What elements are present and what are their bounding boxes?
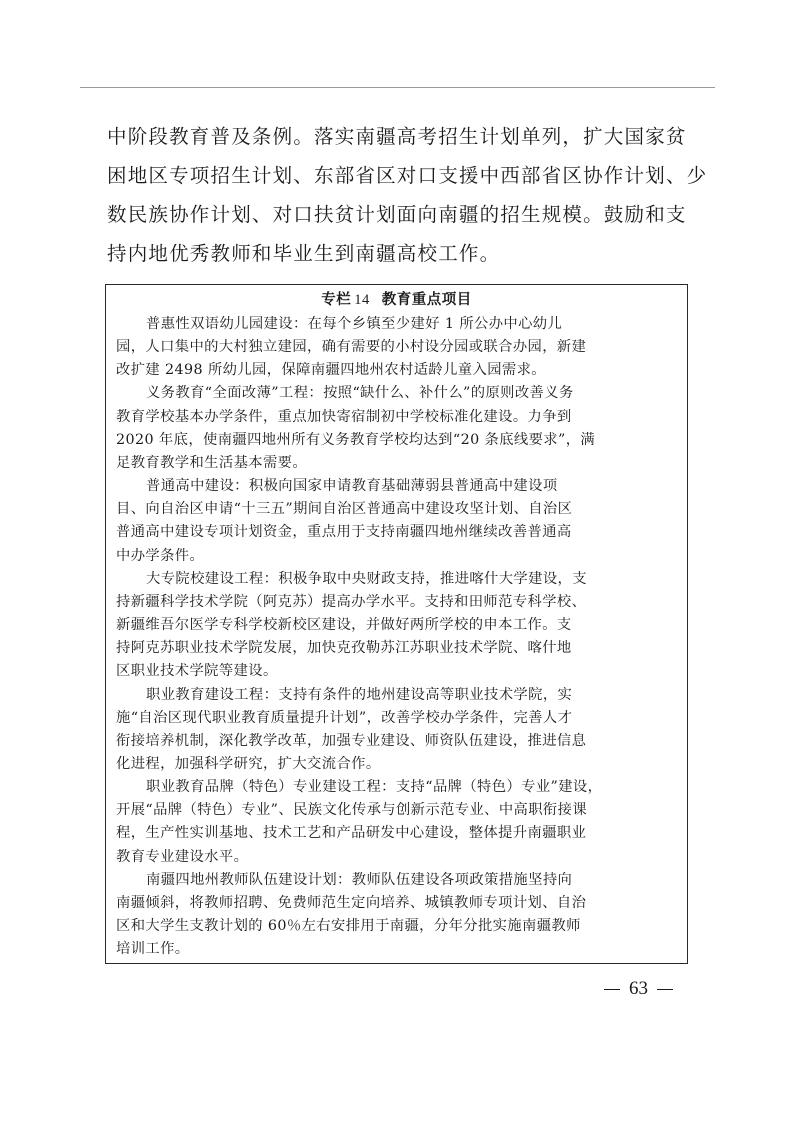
intro-line: 持内地优秀教师和毕业生到南疆高校工作。 xyxy=(107,242,501,265)
intro-line: 困地区专项招生计划、东部省区对口支援中西部省区协作计划、少 xyxy=(107,164,708,187)
box-line: 南疆四地州教师队伍建设计划：教师队伍建设各项政策措施坚持向 xyxy=(146,871,573,888)
box-line: 普惠性双语幼儿园建设：在每个乡镇至少建好 1 所公办中心幼儿 xyxy=(146,316,563,332)
education-projects-box xyxy=(105,284,688,964)
box-line: 新疆维吾尔医学专科学校新校区建设，并做好两所学校的申本工作。支 xyxy=(116,617,572,634)
page-number-dash-right xyxy=(657,989,673,990)
box-line: 目、向自治区申请“十三五”期间自治区普通高中建设攻坚计划、自治区 xyxy=(116,501,573,518)
intro-paragraph xyxy=(107,117,708,273)
box-body xyxy=(116,313,677,961)
page-number-value: 63 xyxy=(629,978,648,999)
box-line: 足教育教学和生活基本需要。 xyxy=(116,454,308,471)
box-line: 区和大学生支教计划的 60％左右安排用于南疆，分年分批实施南疆教师 xyxy=(116,918,581,935)
box-line: 南疆倾斜，将教师招聘、免费师范生定向培养、城镇教师专项计划、自治 xyxy=(116,894,587,911)
intro-line: 中阶段教育普及条例。落实南疆高考招生计划单列，扩大国家贫 xyxy=(107,125,687,148)
box-line: 程，生产性实训基地、技术工艺和产品研发中心建设，整体提升南疆职业 xyxy=(116,825,587,842)
page-number xyxy=(595,977,675,1001)
box-title-text: 教育重点项目 xyxy=(381,292,472,308)
box-line: 教育学校基本办学条件，重点加快寄宿制初中学校标准化建设。力争到 xyxy=(116,408,572,425)
box-line: 职业教育品牌（特色）专业建设工程：支持“品牌（特色）专业”建设， xyxy=(146,779,603,796)
intro-line: 数民族协作计划、对口扶贫计划面向南疆的招生规模。鼓励和支 xyxy=(107,203,687,226)
box-title-number: 14 xyxy=(354,292,370,308)
box-line: 施“自治区现代职业教育质量提升计划”，改善学校办学条件，完善人才 xyxy=(116,709,573,726)
box-line: 持新疆科学技术学院（阿克苏）提高办学水平。支持和田师范专科学校、 xyxy=(116,593,587,610)
box-line: 中办学条件。 xyxy=(116,547,205,564)
box-line: 衔接培养机制，深化教学改革，加强专业建设、师资队伍建设，推进信息 xyxy=(116,732,587,749)
page-number-dash-left xyxy=(604,989,620,990)
box-line: 园，人口集中的大村独立建园，确有需要的小村设分园或联合办园，新建 xyxy=(116,339,587,356)
box-line: 改扩建 2498 所幼儿园，保障南疆四地州农村适龄儿童入园需求。 xyxy=(116,362,546,379)
box-title xyxy=(106,290,687,310)
box-title-label: 专栏 xyxy=(321,292,352,308)
box-line: 开展“品牌（特色）专业”、民族文化传承与创新示范专业、中高职衔接课 xyxy=(116,802,588,819)
header-rule xyxy=(80,87,715,88)
box-line: 区职业技术学院等建设。 xyxy=(116,663,278,680)
box-line: 教育专业建设水平。 xyxy=(116,848,249,865)
box-line: 持阿克苏职业技术学院发展，加快克孜勒苏江苏职业技术学院、喀什地 xyxy=(116,640,572,657)
box-line: 普通高中建设：积极向国家申请教育基础薄弱县普通高中建设项 xyxy=(146,478,558,495)
box-line: 普通高中建设专项计划资金，重点用于支持南疆四地州继续改善普通高 xyxy=(116,524,572,541)
box-line: 职业教育建设工程：支持有条件的地州建设高等职业技术学院，实 xyxy=(146,686,573,703)
box-line: 培训工作。 xyxy=(116,941,190,958)
box-line: 2020 年底，使南疆四地州所有义务教育学校均达到“20 条底线要求”，满 xyxy=(116,431,596,448)
box-line: 大专院校建设工程：积极争取中央财政支持，推进喀什大学建设，支 xyxy=(146,570,587,587)
box-line: 义务教育“全面改薄”工程：按照“缺什么、补什么”的原则改善义务 xyxy=(146,385,574,402)
box-line: 化进程，加强科学研究，扩大交流合作。 xyxy=(116,755,381,772)
